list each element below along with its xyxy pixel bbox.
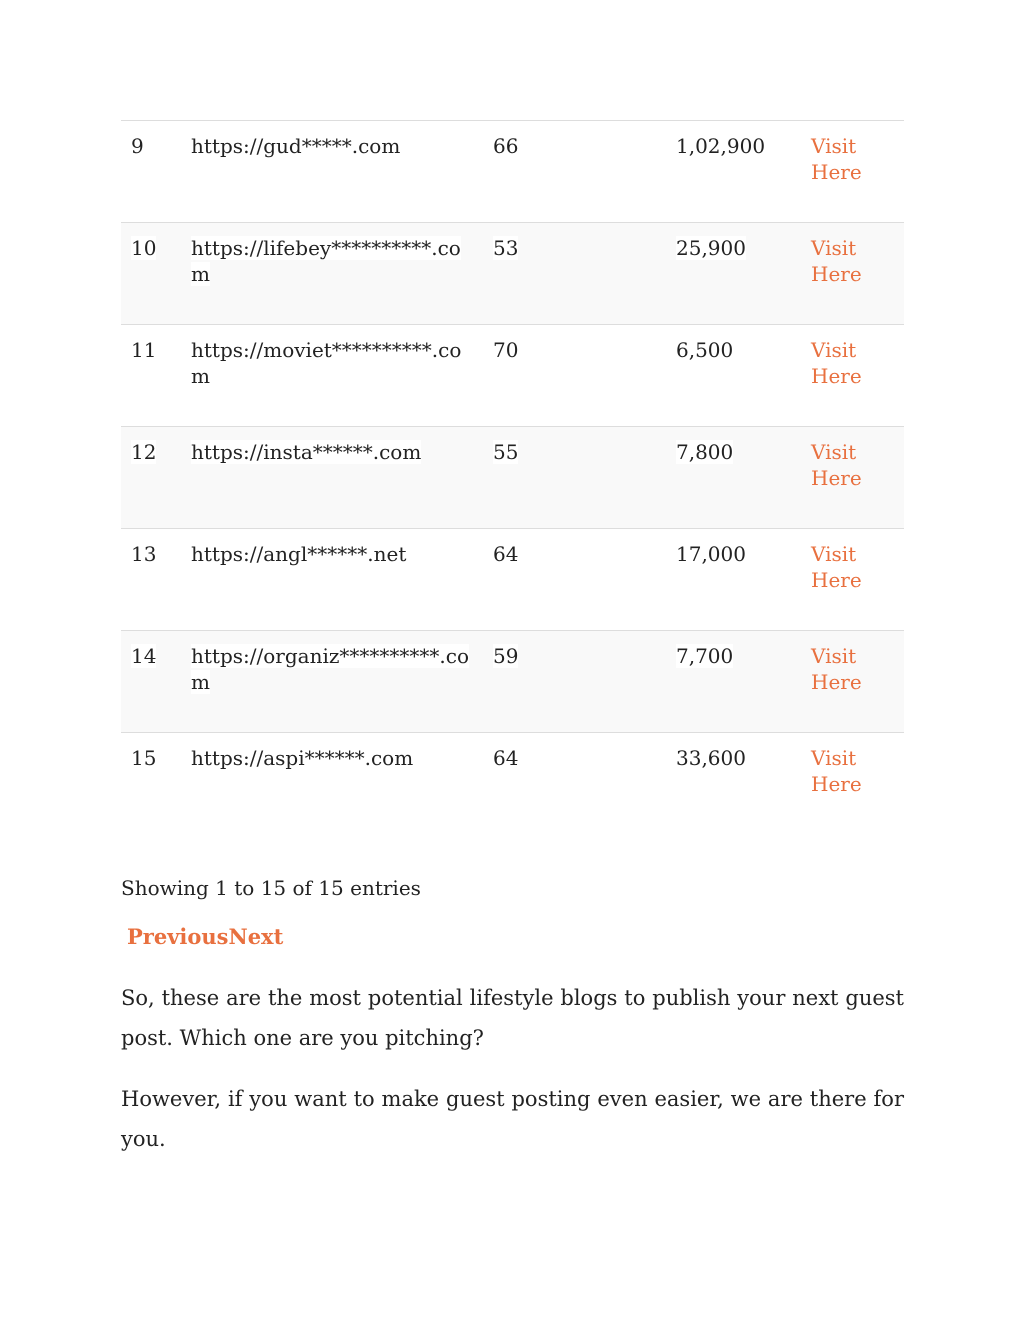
row-number: 9 (131, 134, 144, 158)
row-da-cell (483, 733, 666, 835)
previous-button[interactable]: Previous (127, 923, 229, 949)
row-traffic-cell (666, 427, 801, 529)
row-number: 13 (131, 542, 157, 566)
row-url: https://lifebey**********.com (191, 236, 461, 286)
table-row (121, 631, 904, 733)
row-url: https://gud*****.com (191, 134, 401, 158)
table-row (121, 427, 904, 529)
row-number-cell (121, 733, 181, 835)
row-da: 70 (493, 338, 519, 362)
row-url-cell (181, 427, 483, 529)
table-row (121, 325, 904, 427)
pagination (121, 924, 904, 950)
row-number-cell (121, 427, 181, 529)
row-da: 66 (493, 134, 519, 158)
row-traffic: 1,02,900 (676, 134, 766, 158)
row-link-wrap (811, 235, 894, 287)
row-da: 64 (493, 746, 519, 770)
row-link-cell (801, 631, 904, 733)
row-url-cell (181, 223, 483, 325)
table-row (121, 529, 904, 631)
row-link-cell (801, 733, 904, 835)
row-link-wrap (811, 541, 894, 593)
page-content (121, 120, 904, 1180)
row-traffic: 33,600 (676, 746, 746, 770)
row-link-cell (801, 529, 904, 631)
row-traffic-cell (666, 733, 801, 835)
row-traffic-cell (666, 529, 801, 631)
row-url-cell (181, 631, 483, 733)
row-link-cell (801, 121, 904, 223)
row-da-cell (483, 529, 666, 631)
row-url: https://insta******.com (191, 440, 422, 464)
row-da-cell (483, 325, 666, 427)
row-link-cell (801, 427, 904, 529)
row-traffic: 7,700 (676, 644, 734, 668)
row-number: 14 (131, 644, 157, 668)
row-number-cell (121, 121, 181, 223)
row-traffic: 6,500 (676, 338, 734, 362)
row-url-cell (181, 529, 483, 631)
row-traffic-cell (666, 631, 801, 733)
row-url-cell (181, 733, 483, 835)
row-url: https://organiz**********.com (191, 644, 469, 694)
row-link-wrap (811, 643, 894, 695)
row-number-cell (121, 325, 181, 427)
row-url: https://angl******.net (191, 542, 407, 566)
table-info: Showing 1 to 15 of 15 entries (121, 875, 421, 900)
row-traffic-cell (666, 121, 801, 223)
row-da-cell (483, 223, 666, 325)
visit-here-link[interactable]: Visit Here (811, 236, 862, 286)
row-da: 64 (493, 542, 519, 566)
row-da: 55 (493, 440, 519, 464)
next-button[interactable]: Next (228, 923, 284, 949)
row-traffic-cell (666, 325, 801, 427)
row-url-cell (181, 325, 483, 427)
row-traffic: 17,000 (676, 542, 746, 566)
row-link-cell (801, 325, 904, 427)
row-link-wrap (811, 745, 894, 797)
row-number: 11 (131, 338, 157, 362)
row-number: 10 (131, 236, 157, 260)
visit-here-link[interactable]: Visit Here (811, 440, 862, 490)
table-row (121, 121, 904, 223)
row-da: 53 (493, 236, 519, 260)
paragraph-1: So, these are the most potential lifestyle blogs to publish your next guest post. Which one are you pitching? (121, 985, 904, 1050)
row-link-wrap (811, 439, 894, 491)
row-number: 12 (131, 440, 157, 464)
row-url: https://moviet**********.com (191, 338, 462, 388)
visit-here-link[interactable]: Visit Here (811, 746, 862, 796)
visit-here-link[interactable]: Visit Here (811, 338, 862, 388)
table-row (121, 223, 904, 325)
paragraph-2: However, if you want to make guest posting even easier, we are there for you. (121, 1086, 904, 1151)
visit-here-link[interactable]: Visit Here (811, 134, 862, 184)
row-da-cell (483, 631, 666, 733)
row-da-cell (483, 427, 666, 529)
blog-table (121, 120, 904, 835)
table-row (121, 733, 904, 835)
row-url: https://aspi******.com (191, 746, 414, 770)
row-traffic: 25,900 (676, 236, 746, 260)
row-traffic-cell (666, 223, 801, 325)
row-number-cell (121, 529, 181, 631)
visit-here-link[interactable]: Visit Here (811, 644, 862, 694)
row-link-cell (801, 223, 904, 325)
row-number-cell (121, 631, 181, 733)
row-da-cell (483, 121, 666, 223)
row-link-wrap (811, 337, 894, 389)
row-number: 15 (131, 746, 157, 770)
table-body (121, 121, 904, 835)
row-url-cell (181, 121, 483, 223)
row-da: 59 (493, 644, 519, 668)
row-link-wrap (811, 133, 894, 185)
row-traffic: 7,800 (676, 440, 734, 464)
row-number-cell (121, 223, 181, 325)
visit-here-link[interactable]: Visit Here (811, 542, 862, 592)
